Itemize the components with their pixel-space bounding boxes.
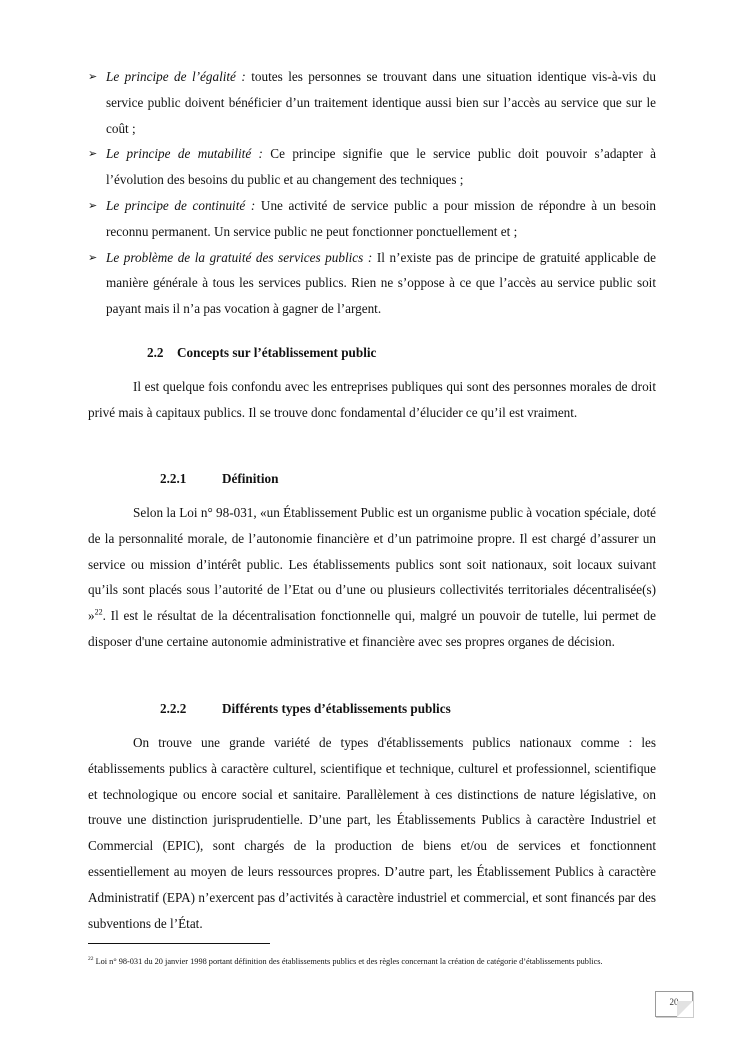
paragraph-text: On trouve une grande variété de types d'établissements publics nationaux comme : les établissements publics à caractère culturel, scientifique et technique, culturel et professionnel, scientifique et technologique ou encore social et sanitaire. Parallèlement à ces distinctions de nature législative, on trouve une distinction jurisprudentielle. D’une part, les Établissements Publics à caractère Industriel et Commercial (EPIC), sont chargés de la production de biens et/ou de services et fonctionnent essentiellement au moyen de leurs ressources propres. D’autre part, les Établissement Publics à caractère Administratif (EPA) n’exercent pas d’activités à caractère industriel et commercial, et sont financés par des subventions de l’État. bbox=[88, 735, 656, 931]
bullet-continuite bbox=[88, 193, 656, 245]
arrow-bullet-icon: ➢ bbox=[88, 250, 98, 264]
paragraph-2-2-2 bbox=[88, 730, 656, 936]
heading-title: Concepts sur l’établissement public bbox=[177, 345, 377, 360]
footnote-separator bbox=[88, 943, 270, 944]
bullet-text: Ce principe signifie que le service public doit pouvoir s’adapter à l’évolution des besoins du public et au changement des techniques ; bbox=[106, 146, 656, 188]
page-number-box bbox=[655, 991, 693, 1017]
paragraph-2-2 bbox=[88, 374, 656, 426]
bullet-egalite bbox=[88, 64, 656, 141]
paragraph-text bbox=[88, 500, 656, 655]
arrow-bullet-icon: ➢ bbox=[88, 70, 98, 83]
heading-number: 2.2 bbox=[147, 345, 164, 360]
bullet-title: Le principe de continuité : bbox=[106, 197, 256, 213]
heading-title: Définition bbox=[222, 471, 279, 486]
paragraph-text: Il est quelque fois confondu avec les entreprises publiques qui sont des personnes morales de droit privé mais à capitaux publics. Il se trouve donc fondamental d’élucider ce qu’il est vraiment. bbox=[88, 379, 656, 420]
paragraph-2-2-1 bbox=[88, 500, 656, 655]
bullet-text: Il n’existe pas de principe de gratuité applicable de manière générale à tous les services publics. Rien ne s’oppose à ce que l’accès au service public soit payant mais il n’a pas vocation à gagner de l’argent. bbox=[106, 249, 656, 317]
heading-2-2-1 bbox=[160, 471, 278, 487]
bullet-text: Une activité de service public a pour mission de répondre à un besoin reconnu permanent. Un service public ne peut fonctionner ponctuellement et ; bbox=[106, 197, 656, 239]
heading-number: 2.2.1 bbox=[160, 471, 187, 486]
footnote-number: 22 bbox=[88, 956, 94, 963]
page-number: 20 bbox=[669, 997, 679, 1007]
bullet-gratuite bbox=[88, 245, 656, 322]
footnote-ref: 22 bbox=[94, 607, 103, 617]
bullet-mutabilite bbox=[88, 141, 656, 193]
heading-2-2-2 bbox=[160, 701, 451, 717]
arrow-bullet-icon: ➢ bbox=[88, 198, 98, 212]
heading-number: 2.2.2 bbox=[160, 701, 187, 716]
bullet-title: Le principe de l’égalité : bbox=[106, 69, 246, 84]
bullet-title: Le problème de la gratuité des services publics : bbox=[106, 249, 373, 265]
page-curl-icon bbox=[677, 1001, 693, 1017]
paragraph-part: . Il est le résultat de la décentralisation fonctionnelle qui, malgré un pouvoir de tutelle, lui permet de disposer d'une certaine autonomie administrative et financière avec ses propres organes de décision. bbox=[88, 608, 656, 649]
principles-bullet-list bbox=[88, 64, 656, 322]
arrow-bullet-icon: ➢ bbox=[88, 147, 98, 161]
footnote-text: Loi n° 98-031 du 20 janvier 1998 portant définition des établissements publics et des règles concernant la création de catégorie d’établissements publics. bbox=[93, 957, 603, 966]
heading-title: Différents types d’établissements publics bbox=[222, 701, 451, 716]
heading-2-2 bbox=[147, 345, 376, 361]
bullet-text: toutes les personnes se trouvant dans une situation identique vis-à-vis du service public doivent bénéficier d’un traitement identique aussi bien sur l’accès au service que sur le coût ; bbox=[106, 69, 656, 136]
paragraph-part: Selon la Loi n° 98-031, «un Établissement Public est un organisme public à vocation spéciale, doté de la personnalité morale, de l’autonomie financière et d’un patrimoine propre. Il est chargé d’assurer un service ou mission d’intérêt public. Les établissements publics sont soit nationaux, soit locaux suivant qu’ils sont placés sous l’autorité de l’Etat ou d’une ou plusieurs collectivités territoriales décentralisée(s) » bbox=[88, 505, 656, 624]
footnote bbox=[88, 956, 656, 967]
bullet-title: Le principe de mutabilité : bbox=[106, 146, 263, 162]
